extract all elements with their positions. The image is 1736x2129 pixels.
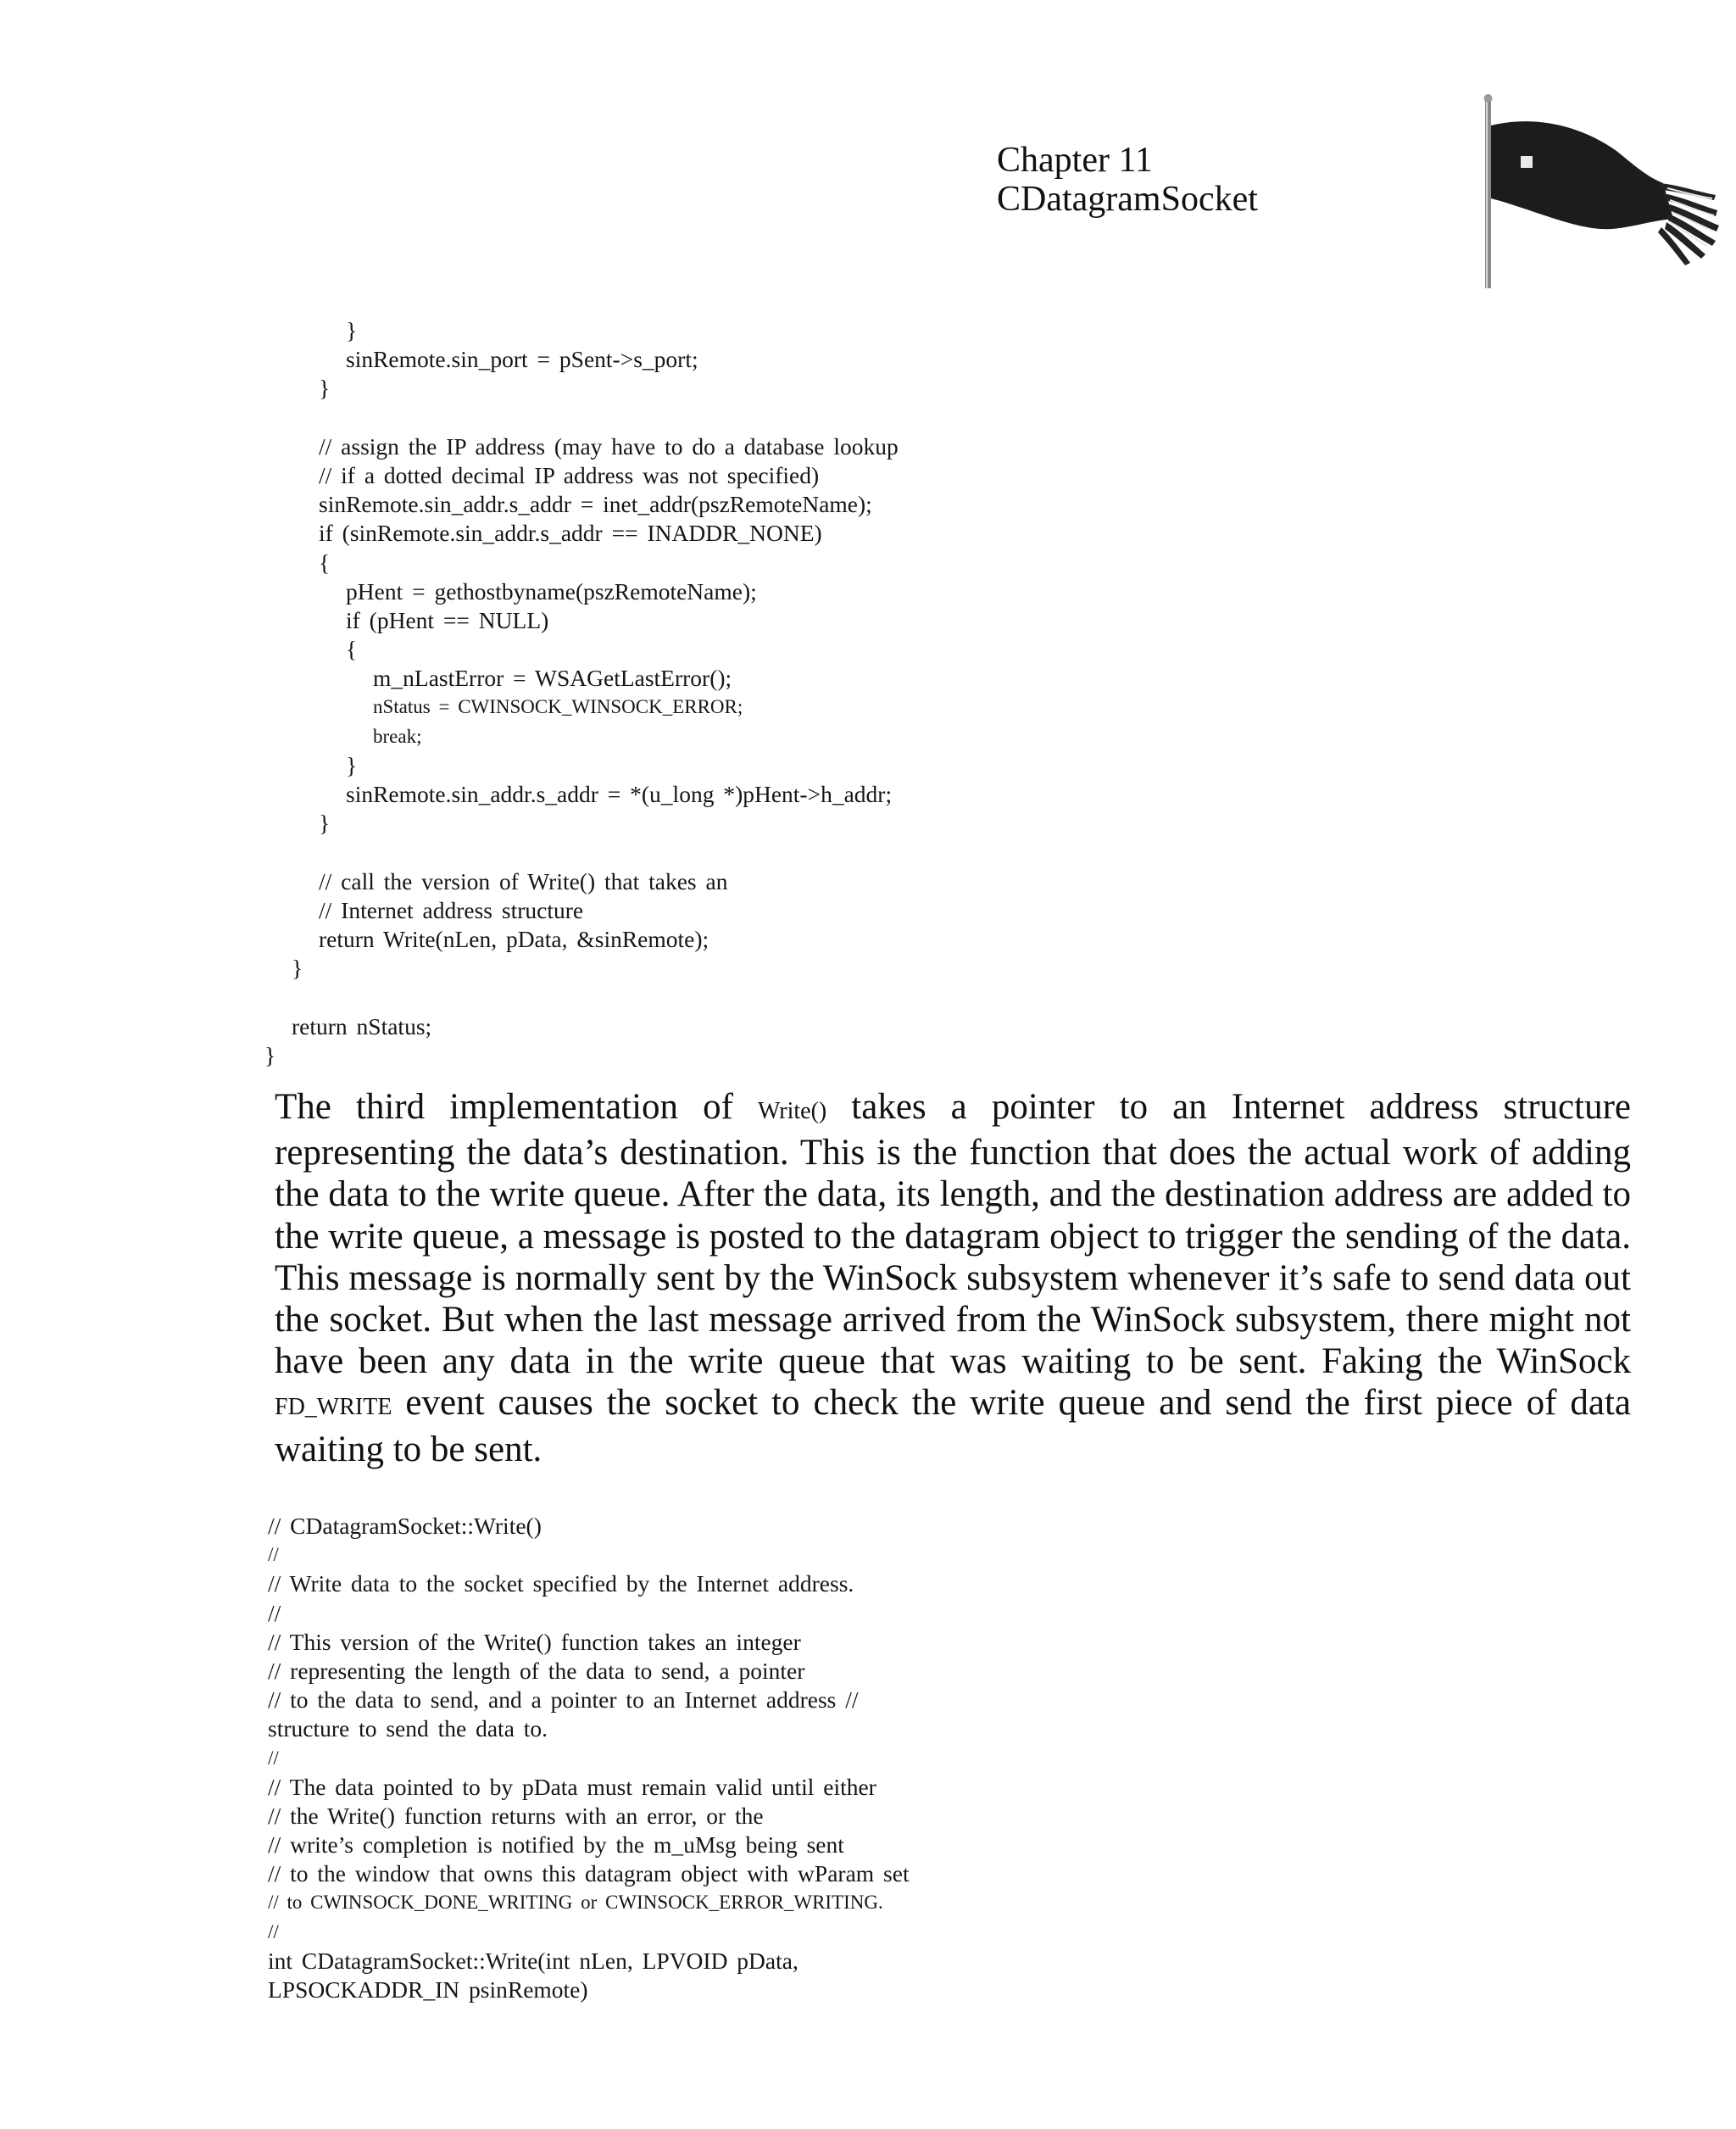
code-line: nStatus = CWINSOCK_WINSOCK_ERROR; [373,696,743,718]
code-line: // call the version of Write() that takes an [319,867,728,895]
chapter-number: Chapter 11 [997,141,1153,180]
code-line: return nStatus; [292,1012,432,1039]
code-line: m_nLastError = WSAGetLastError(); [373,665,732,692]
code-line: int CDatagramSocket::Write(int nLen, LPVOID pData, [268,1947,798,1974]
code-line: sinRemote.sin_port = pSent->s_port; [346,346,698,373]
code-line: } [346,317,358,343]
code-line [264,404,899,432]
windsock-icon [1451,92,1722,295]
body-paragraph [275,1086,1631,1470]
code-line: // to the window that owns this datagram object with wParam set [268,1860,910,1887]
code-line: // CDatagramSocket::Write() [268,1513,542,1539]
code-line: // [268,1920,279,1942]
code-line [264,838,899,867]
code-line: pHent = gethostbyname(pszRemoteName); [346,577,757,605]
code-line: break; [373,725,422,747]
code-line [264,983,899,1012]
code-line: // [268,1599,281,1626]
code-line: return Write(nLen, pData, &sinRemote); [319,925,709,952]
code-line: // Internet address structure [319,896,584,923]
paragraph-text-2: takes a pointer to an Internet address structure representing the data’s destination. This is the function that does the actual work of adding the data to the write queue. After the data, its length, and the destination address are added to the write queue, a message is posted to the datagram object to trigger the sending of the data. This message is normally sent by the WinSock subsystem whenever it’s safe to send data out the socket. But when the last message arrived from the WinSock subsystem, there might not have been any data in the write queue that was waiting to be sent. Faking the WinSock [275,1087,1631,1382]
code-line: // to CWINSOCK_DONE_WRITING or CWINSOCK_ERROR_WRITING. [268,1892,883,1914]
chapter-title: CDatagramSocket [997,180,1258,219]
code-line: sinRemote.sin_addr.s_addr = *(u_long *)pHent->h_addr; [346,781,893,807]
code-line: if (pHent == NULL) [346,606,549,633]
inline-code-fd-write: FD_WRITE [275,1394,392,1421]
code-line: sinRemote.sin_addr.s_addr = inet_addr(pszRemoteName); [319,491,872,518]
code-line: // Write data to the socket specified by the Internet address. [268,1570,854,1597]
code-line: // [268,1747,279,1769]
code-line: // representing the length of the data to send, a pointer [268,1657,805,1684]
code-line: } [346,751,358,778]
code-block-bottom [268,1512,910,2004]
code-block-top [264,316,899,1070]
code-line: LPSOCKADDR_IN psinRemote) [268,1976,588,2003]
code-line: } [264,1041,276,1068]
code-line: // [268,1544,279,1566]
code-line: // The data pointed to by pData must remain valid until either [268,1773,876,1800]
code-line: if (sinRemote.sin_addr.s_addr == INADDR_NONE) [319,520,822,547]
code-line: // to the data to send, and a pointer to an Internet address // [268,1686,859,1714]
paragraph-text-3: event causes the socket to check the write queue and send the first piece of data waiting to be sent. [275,1383,1631,1469]
code-line: // write’s completion is notified by the m_uMsg being sent [268,1831,844,1859]
paragraph-text-1: The third implementation of [275,1087,758,1127]
code-line: } [319,810,331,837]
inline-code-write: Write() [757,1098,827,1124]
code-line: // if a dotted decimal IP address was not specified) [319,461,820,488]
code-line: // assign the IP address (may have to do a database lookup [319,432,899,460]
code-line: // This version of the Write() function takes an integer [268,1628,801,1655]
code-line: { [319,549,331,576]
code-line: } [292,955,303,982]
code-line: { [346,636,358,663]
code-line: structure to send the data to. [268,1715,548,1742]
page-header [997,141,1258,219]
code-line: } [319,375,331,402]
code-line: // the Write() function returns with an error, or the [268,1802,764,1829]
